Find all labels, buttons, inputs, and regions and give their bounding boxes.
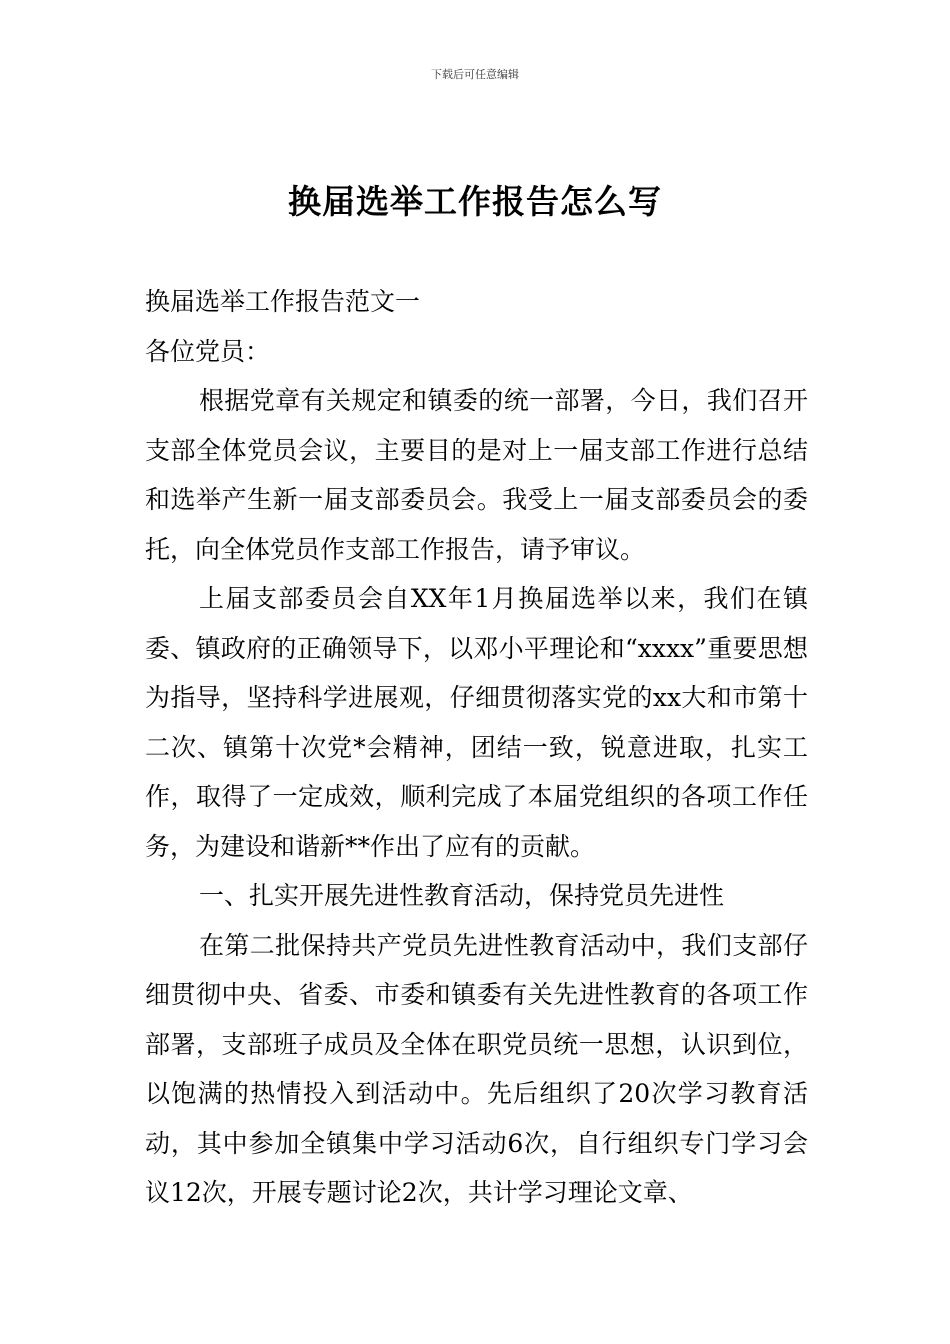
- document-body: [145, 277, 808, 1218]
- document-title: 换届选举工作报告怎么写: [288, 182, 662, 221]
- paragraph: 上届支部委员会自XX年1月换届选举以来，我们在镇委、镇政府的正确领导下，以邓小平理论和“xxxx”重要思想为指导，坚持科学进展观，仔细贯彻落实党的xx大和市第十二次、镇第十次党*会精神，团结一致，锐意进取，扎实工作，取得了一定成效，顺利完成了本届党组织的各项工作任务，为建设和谐新**作出了应有的贡献。: [145, 584, 808, 861]
- paragraph: 在第二批保持共产党员先进性教育活动中，我们支部仔细贯彻中央、省委、市委和镇委有关先进性教育的各项工作部署，支部班子成员及全体在职党员统一思想，认识到位，以饱满的热情投入到活动中。先后组织了20次学习教育活动，其中参加全镇集中学习活动6次，自行组织专门学习会议12次，开展专题讨论2次，共计学习理论文章、: [145, 930, 808, 1207]
- subtitle: 换届选举工作报告范文一: [145, 287, 421, 316]
- header-note: 下载后可任意编辑: [431, 68, 519, 81]
- salutation: 各位党员：: [145, 336, 271, 366]
- section-heading: 一、扎实开展先进性教育活动，保持党员先进性: [199, 881, 725, 910]
- paragraph: 根据党章有关规定和镇委的统一部署，今日，我们召开支部全体党员会议，主要目的是对上一届支部工作进行总结和选举产生新一届支部委员会。我受上一届支部委员会的委托，向全体党员作支部工作报告，请予审议。: [145, 386, 808, 564]
